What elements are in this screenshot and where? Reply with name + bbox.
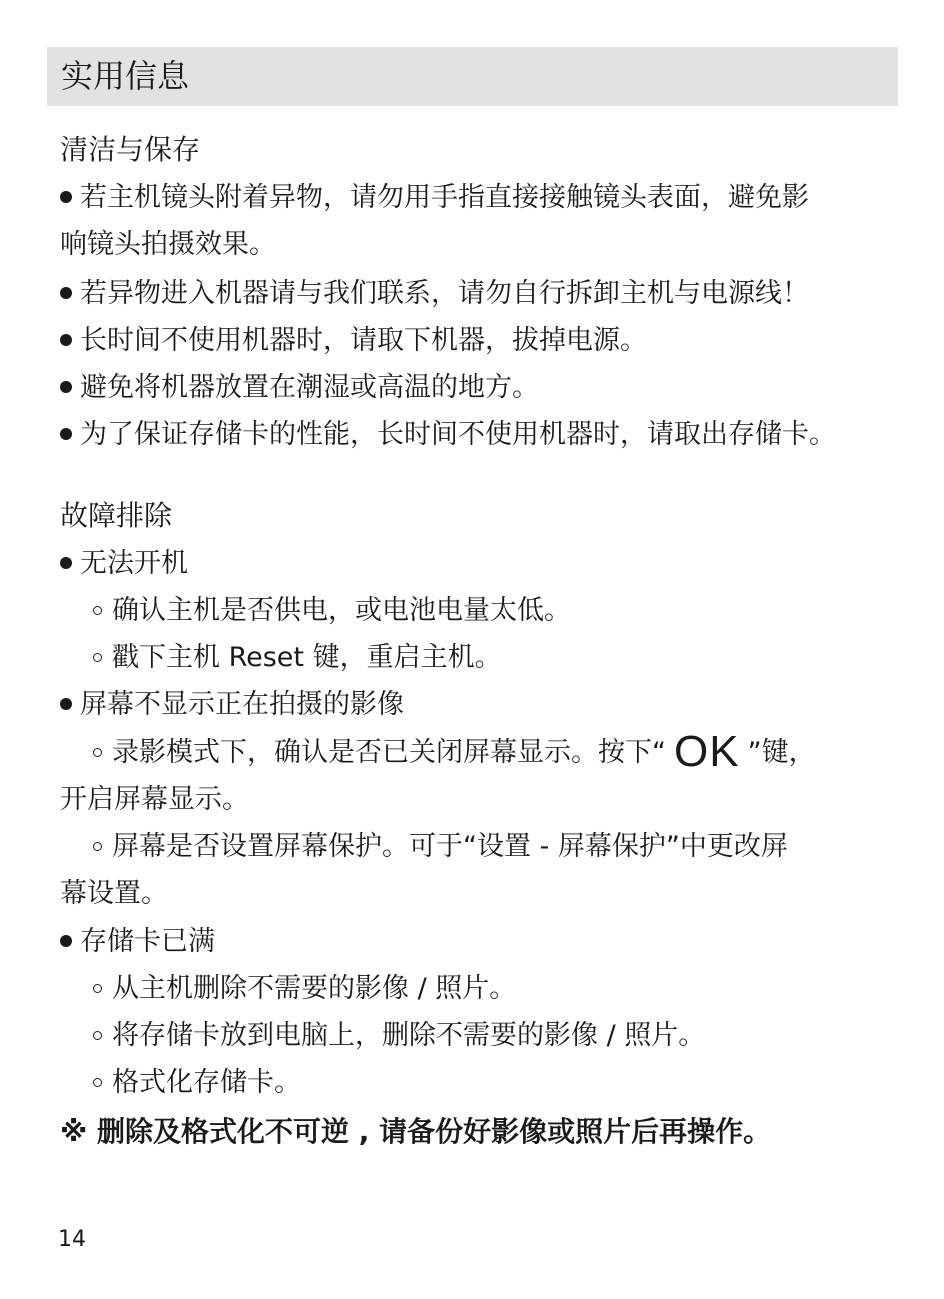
bullet-icon [60,287,72,299]
care-item-4 [60,371,539,405]
bullet-icon [60,557,72,569]
circle-bullet-icon [93,984,102,993]
tip-reset [93,641,502,675]
care-item-text: 长时间不使用机器时，请取下机器，拔掉电源。 [80,325,647,356]
tip-text: 确认主机是否供电，或电池电量太低。 [112,595,571,626]
tip-delete-on-device [93,972,516,1006]
section-header-bar [47,47,898,106]
problem-card-full [60,925,215,959]
problem-no-display [60,688,404,722]
care-item-text: 若异物进入机器请与我们联系，请勿自行拆卸主机与电源线！ [80,278,809,309]
circle-bullet-icon [93,1078,102,1087]
tip-screensaver-continued: 幕设置。 [60,878,168,909]
tip-screen-display [93,727,816,776]
care-item-1-continued: 响镜头拍摄效果。 [60,229,276,260]
tip-screen-display-continued: 开启屏幕显示。 [60,784,249,815]
ok-key-label: OK [674,727,740,776]
troubleshooting-section-title: 故障排除 [60,499,173,532]
problem-label: 无法开机 [80,548,188,579]
tip-text: 戳下主机 Reset 键，重启主机。 [112,642,502,673]
page-title: 实用信息 [61,57,190,95]
tip-text: 将存储卡放到电脑上，删除不需要的影像 / 照片。 [112,1020,706,1051]
problem-no-power [60,547,188,581]
care-item-5 [60,418,836,452]
bullet-icon [60,381,72,393]
page-number: 14 [58,1227,86,1252]
tip-check-power [93,594,571,628]
tip-text-end: ”键， [747,737,816,768]
warning-note: ※ 删除及格式化不可逆 , 请备份好影像或照片后再操作。 [60,1115,772,1148]
care-item-2 [60,277,809,311]
tip-format-card [93,1066,301,1100]
care-item-1 [60,181,809,215]
care-section-title: 清洁与保存 [60,133,201,166]
bullet-icon [60,334,72,346]
care-item-3 [60,324,647,358]
circle-bullet-icon [93,606,102,615]
circle-bullet-icon [93,748,102,757]
problem-label: 存储卡已满 [80,926,215,957]
tip-screensaver [93,830,788,864]
tip-delete-on-computer [93,1019,705,1053]
bullet-icon [60,698,72,710]
bullet-icon [60,191,72,203]
bullet-icon [60,935,72,947]
tip-text: 录影模式下，确认是否已关闭屏幕显示。按下“ [112,737,666,768]
tip-text: 格式化存储卡。 [112,1067,301,1098]
tip-text: 从主机删除不需要的影像 / 照片。 [112,973,517,1004]
care-item-text: 避免将机器放置在潮湿或高温的地方。 [80,372,539,403]
tip-text: 屏幕是否设置屏幕保护。可于“设置 - 屏幕保护”中更改屏 [112,831,788,862]
circle-bullet-icon [93,842,102,851]
circle-bullet-icon [93,1031,102,1040]
circle-bullet-icon [93,653,102,662]
bullet-icon [60,428,72,440]
problem-label: 屏幕不显示正在拍摄的影像 [80,689,404,720]
care-item-text: 为了保证存储卡的性能，长时间不使用机器时，请取出存储卡。 [80,419,836,450]
care-item-text: 若主机镜头附着异物，请勿用手指直接接触镜头表面，避免影 [80,182,809,213]
